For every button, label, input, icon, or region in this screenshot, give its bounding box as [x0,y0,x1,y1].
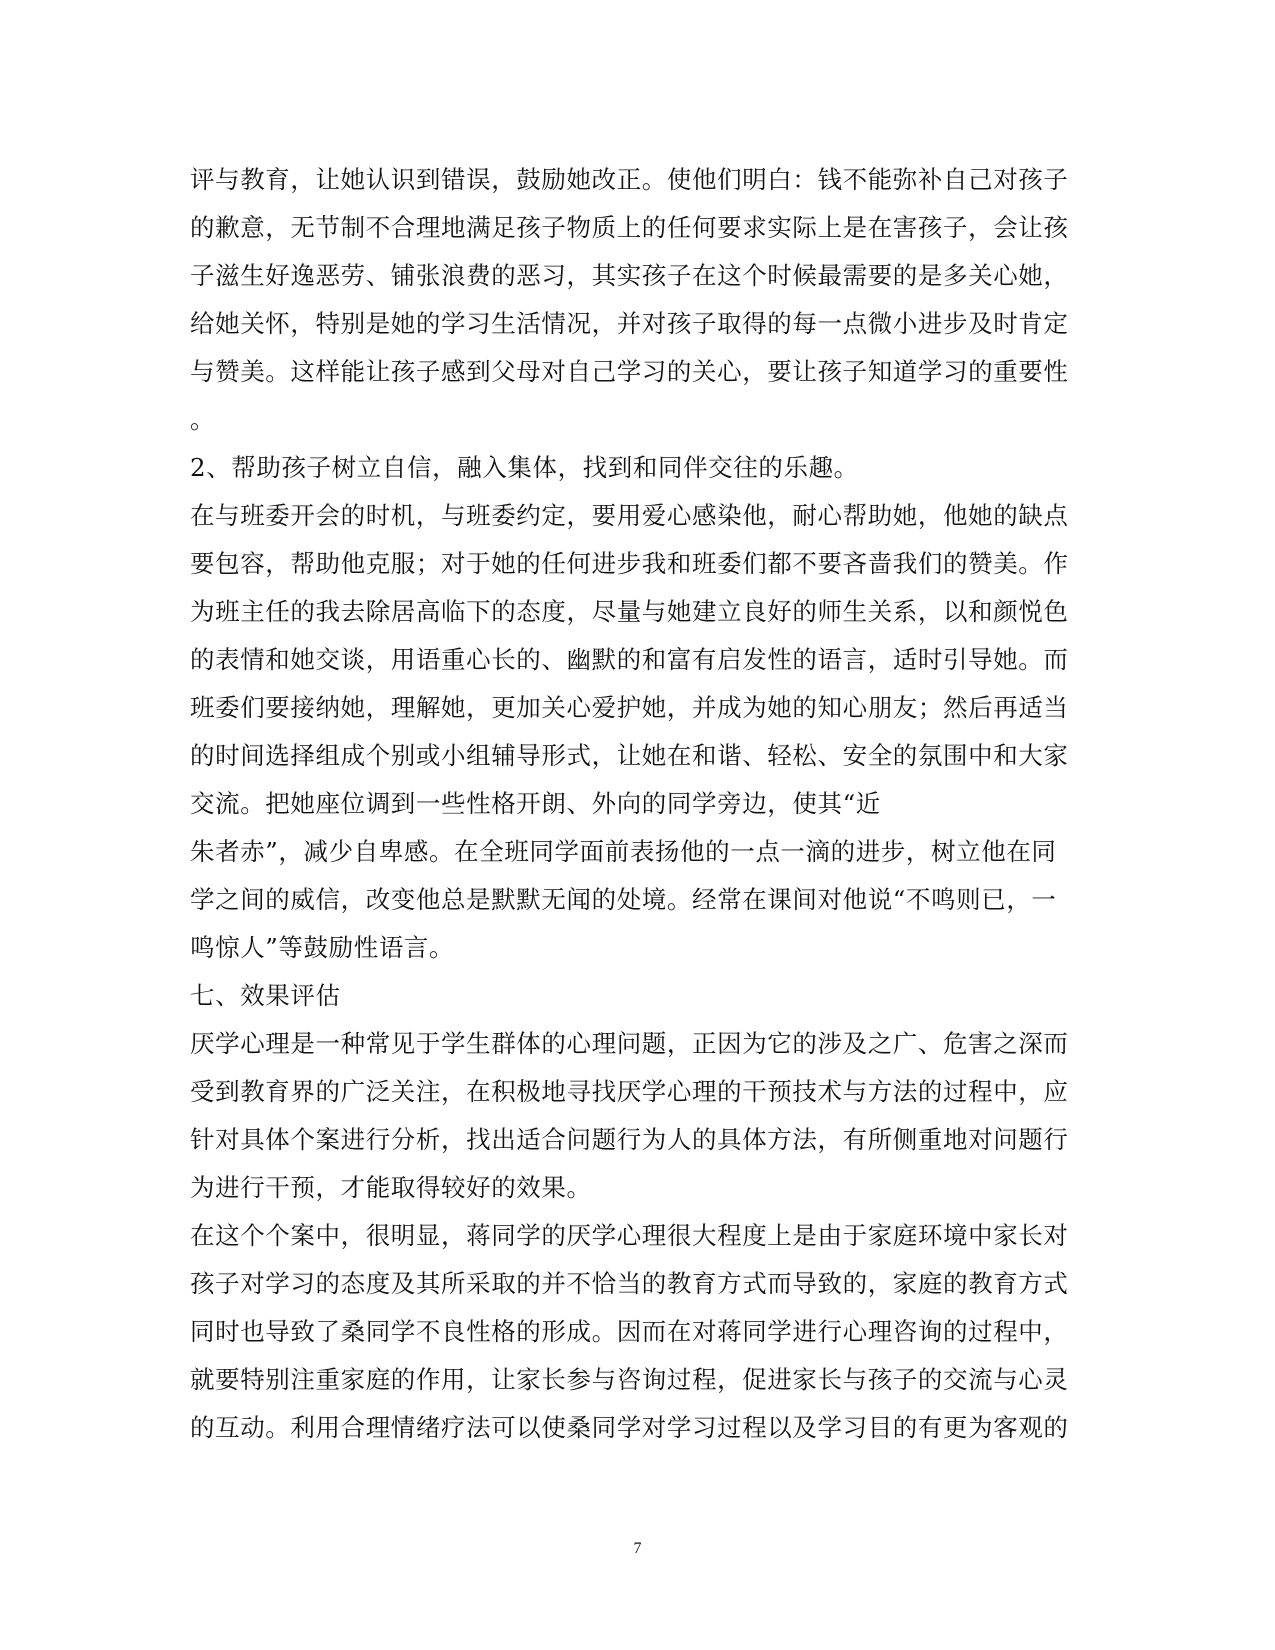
text-line: 为进行干预，才能取得较好的效果。 [190,1173,592,1202]
page-number: 7 [633,1540,642,1557]
text-line: 交流。把她座位调到一些性格开朗、外向的同学旁边，使其“近 [190,789,881,818]
text-line: 给她关怀，特别是她的学习生活情况，并对孩子取得的每一点微小进步及时肯定 [190,309,1069,338]
text-line: 就要特别注重家庭的作用，让家长参与咨询过程，促进家长与孩子的交流与心灵 [190,1365,1069,1394]
section-heading: 七、效果评估 [190,981,341,1010]
text-line: 的表情和她交谈，用语重心长的、幽默的和富有启发性的语言，适时引导她。而 [190,645,1069,674]
text-line: 与赞美。这样能让孩子感到父母对自己学习的关心，要让孩子知道学习的重要性 [190,357,1069,386]
text-line: 学之间的威信，改变他总是默默无闻的处境。经常在课间对他说“不鸣则已，一 [190,885,1057,914]
text-line: 要包容，帮助他克服；对于她的任何进步我和班委们都不要吝啬我们的赞美。作 [190,549,1069,578]
text-line: 同时也导致了桑同学不良性格的形成。因而在对蒋同学进行心理咨询的过程中， [190,1317,1069,1346]
text-line: 朱者赤”，减少自卑感。在全班同学面前表扬他的一点一滴的进步，树立他在同 [190,837,1057,866]
text-line: 的互动。利用合理情绪疗法可以使桑同学对学习过程以及学习目的有更为客观的 [190,1413,1069,1442]
text-line: 的时间选择组成个别或小组辅导形式，让她在和谐、轻松、安全的氛围中和大家 [190,741,1069,770]
body-text [190,156,1070,1452]
text-line: 孩子对学习的态度及其所采取的并不恰当的教育方式而导致的，家庭的教育方式 [190,1269,1069,1298]
text-line: 针对具体个案进行分析，找出适合问题行为人的具体方法，有所侧重地对问题行 [190,1125,1069,1154]
text-line: 。 [190,405,216,434]
text-line: 在与班委开会的时机，与班委约定，要用爱心感染他，耐心帮助她，他她的缺点 [190,501,1069,530]
text-line: 鸣惊人”等鼓励性语言。 [190,933,455,962]
text-line: 子滋生好逸恶劳、铺张浪费的恶习，其实孩子在这个时候最需要的是多关心她， [190,261,1069,290]
text-line: 评与教育，让她认识到错误，鼓励她改正。使他们明白：钱不能弥补自己对孩子 [190,165,1069,194]
section-heading: 2、帮助孩子树立自信，融入集体，找到和同伴交往的乐趣。 [190,453,859,482]
text-line: 为班主任的我去除居高临下的态度，尽量与她建立良好的师生关系，以和颜悦色 [190,597,1069,626]
text-line: 的歉意，无节制不合理地满足孩子物质上的任何要求实际上是在害孩子，会让孩 [190,213,1069,242]
text-line: 在这个个案中，很明显，蒋同学的厌学心理很大程度上是由于家庭环境中家长对 [190,1221,1069,1250]
text-line: 班委们要接纳她，理解她，更加关心爱护她，并成为她的知心朋友；然后再适当 [190,693,1069,722]
text-line: 受到教育界的广泛关注，在积极地寻找厌学心理的干预技术与方法的过程中，应 [190,1077,1069,1106]
text-line: 厌学心理是一种常见于学生群体的心理问题，正因为它的涉及之广、危害之深而 [190,1029,1069,1058]
